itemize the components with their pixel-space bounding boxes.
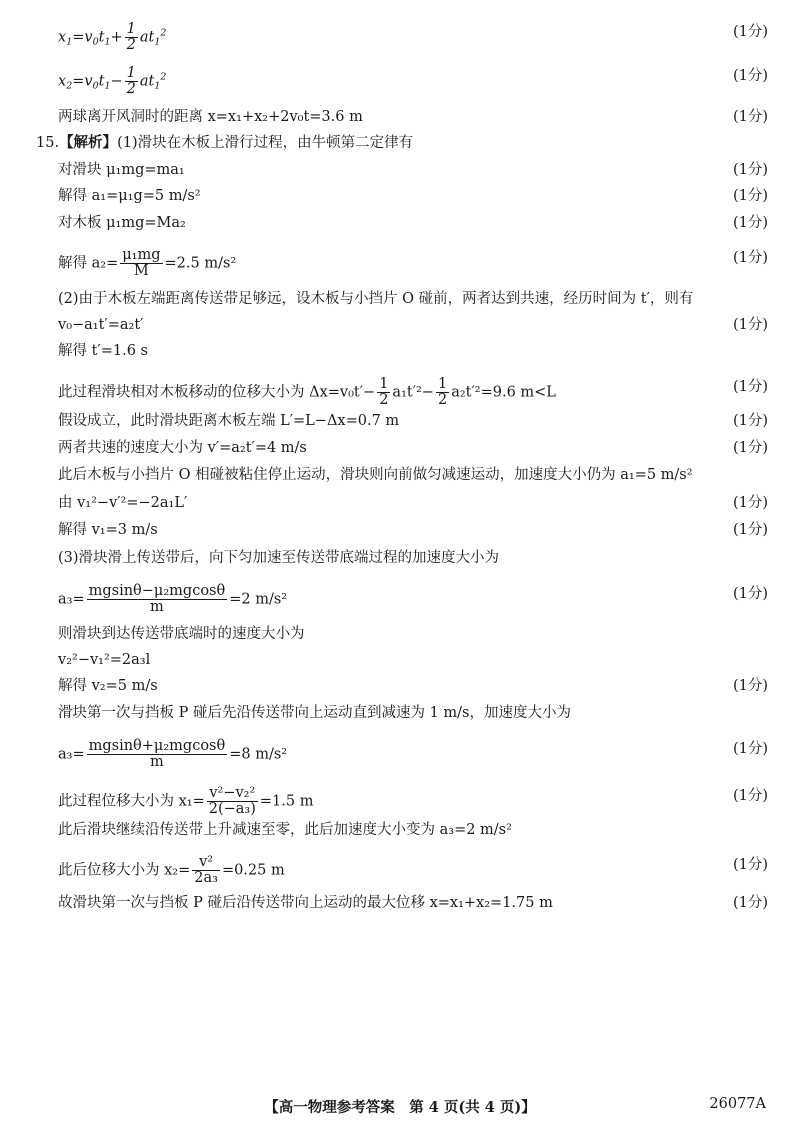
score: (1分) — [732, 188, 768, 204]
score: (1分) — [732, 24, 768, 40]
document-code: 26077A — [709, 1096, 766, 1112]
score: (1分) — [732, 250, 768, 266]
part1-intro: (1)滑块在木板上滑行过程，由牛顿第二定律有 — [117, 135, 414, 151]
score: (1分) — [732, 68, 768, 84]
score: (1分) — [732, 109, 768, 125]
score: (1分) — [732, 522, 768, 538]
fraction: $\frac{\text{mgsinθ+μ₂mgcosθ}}{m}$ — [88, 738, 226, 770]
fraction: $\frac{\text{v²}}{\text{2a₃}}$ — [194, 854, 218, 886]
footer-title: 【高一物理参考答案 第 4 页(共 4 页)】 — [264, 1099, 536, 1116]
score: (1分) — [732, 215, 768, 231]
fraction-half: $\frac{1}{2}$ — [126, 65, 136, 97]
score: (1分) — [732, 317, 768, 333]
score: (1分) — [732, 162, 768, 178]
fraction: $\frac{\text{μ₁mg}}{M}$ — [122, 247, 161, 279]
score: (1分) — [732, 857, 768, 873]
score: (1分) — [732, 895, 768, 911]
fraction-half: $\frac{1}{2}$ — [379, 376, 389, 408]
question-number: 15. — [36, 135, 60, 151]
score: (1分) — [732, 495, 768, 511]
score: (1分) — [732, 413, 768, 429]
score: (1分) — [732, 440, 768, 456]
score: (1分) — [732, 678, 768, 694]
score: (1分) — [732, 788, 768, 804]
fraction: $\frac{\text{mgsinθ−μ₂mgcosθ}}{m}$ — [88, 583, 226, 615]
fraction-half: $\frac{1}{2}$ — [126, 21, 136, 53]
score: (1分) — [732, 379, 768, 395]
analysis-label: 【解析】 — [59, 134, 118, 151]
fraction: $\frac{\text{v²−v₂²}}{\text{2(−a₃)}}$ — [208, 785, 256, 817]
score: (1分) — [732, 741, 768, 757]
score: (1分) — [732, 586, 768, 602]
fraction-half: $\frac{1}{2}$ — [437, 376, 448, 408]
